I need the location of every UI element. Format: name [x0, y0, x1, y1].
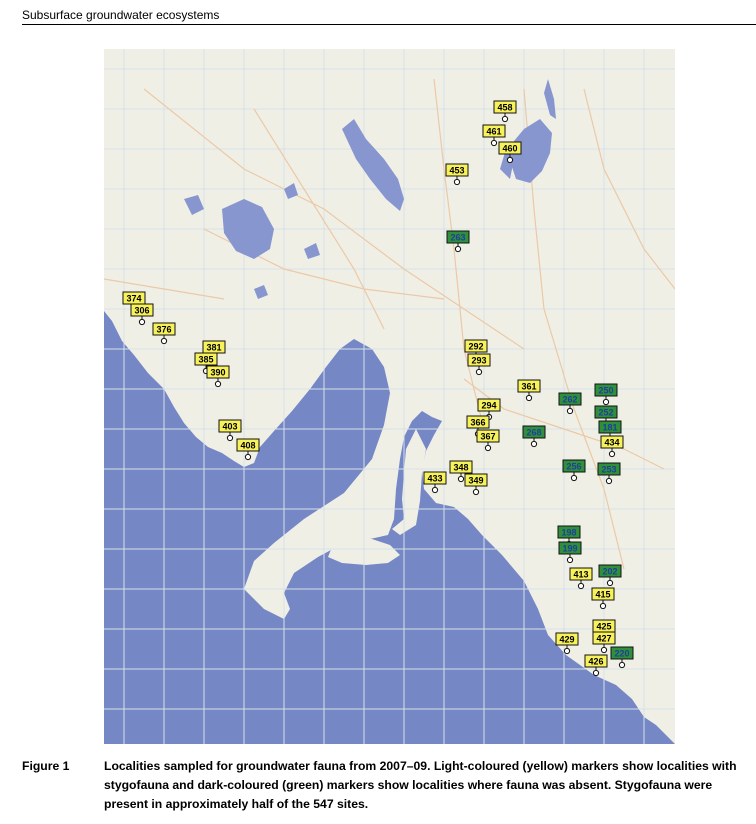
marker-pin: [502, 116, 507, 121]
marker-label: 252: [598, 407, 614, 418]
marker-pin: [455, 246, 460, 251]
marker-label: 220: [614, 648, 630, 659]
marker-label: 253: [601, 464, 617, 475]
marker-label: 461: [486, 126, 502, 137]
marker-label: 385: [198, 354, 214, 365]
marker-pin: [571, 475, 576, 480]
marker-label: 361: [521, 381, 537, 392]
marker-label: 306: [134, 305, 150, 316]
marker-pin: [603, 399, 608, 404]
marker-pin: [607, 580, 612, 585]
marker-label: 348: [453, 462, 469, 473]
marker-pin: [454, 179, 459, 184]
marker-label: 408: [240, 440, 256, 451]
marker-label: 199: [562, 543, 578, 554]
marker-pin: [609, 451, 614, 456]
marker-pin: [476, 369, 481, 374]
marker-label: 415: [595, 589, 611, 600]
marker-label: 426: [588, 656, 604, 667]
marker-label: 250: [598, 385, 614, 396]
marker-pin: [531, 441, 536, 446]
figure-caption-text: Localities sampled for groundwater fauna from 2007–09. Light-coloured (yellow) markers show localities with stygofauna and dark-coloured (green) markers show localities where fauna was absent. Stygofauna were present in approximately half of the 547 sites.: [104, 759, 737, 811]
marker-label: 458: [497, 102, 513, 113]
marker-pin: [458, 476, 463, 481]
marker-pin: [593, 670, 598, 675]
marker-label: 381: [206, 342, 222, 353]
marker-pin: [485, 445, 490, 450]
marker-label: 425: [596, 621, 612, 632]
marker-label: 427: [596, 633, 612, 644]
marker-label: 366: [470, 417, 486, 428]
marker-label: 460: [502, 143, 518, 154]
marker-label: 453: [449, 165, 465, 176]
marker-label: 403: [222, 421, 238, 432]
marker-pin: [619, 662, 624, 667]
marker-label: 262: [562, 394, 578, 405]
marker-pin: [564, 648, 569, 653]
marker-label: 433: [427, 473, 443, 484]
marker-pin: [473, 489, 478, 494]
marker-pin: [507, 157, 512, 162]
header-rule: [22, 24, 756, 25]
marker-label: 268: [526, 427, 542, 438]
marker-label: 434: [604, 437, 620, 448]
marker-label: 181: [602, 422, 618, 433]
marker-label: 198: [561, 527, 577, 538]
marker-label: 263: [450, 232, 466, 243]
running-header: Subsurface groundwater ecosystems: [22, 8, 220, 22]
marker-pin: [139, 319, 144, 324]
marker-label: 413: [573, 569, 589, 580]
marker-pin: [245, 454, 250, 459]
marker-label: 374: [126, 293, 142, 304]
marker-pin: [567, 557, 572, 562]
marker-pin: [215, 381, 220, 386]
marker-label: 293: [471, 355, 487, 366]
marker-label: 292: [468, 341, 484, 352]
marker-pin: [606, 478, 611, 483]
marker-pin: [578, 583, 583, 588]
sampling-map: [104, 49, 675, 744]
marker-pin: [161, 338, 166, 343]
marker-pin: [601, 647, 606, 652]
marker-pin: [600, 603, 605, 608]
marker-pin: [432, 487, 437, 492]
figure-label: Figure 1: [22, 759, 70, 773]
marker-label: 429: [559, 634, 575, 645]
marker-label: 256: [566, 461, 582, 472]
marker-label: 202: [602, 566, 618, 577]
marker-pin: [567, 408, 572, 413]
marker-label: 390: [210, 367, 226, 378]
marker-label: 294: [481, 400, 497, 411]
marker-label: 367: [480, 431, 496, 442]
marker-label: 376: [156, 324, 172, 335]
marker-label: 349: [468, 475, 484, 486]
marker-pin: [227, 435, 232, 440]
marker-pin: [491, 140, 496, 145]
marker-pin: [526, 395, 531, 400]
